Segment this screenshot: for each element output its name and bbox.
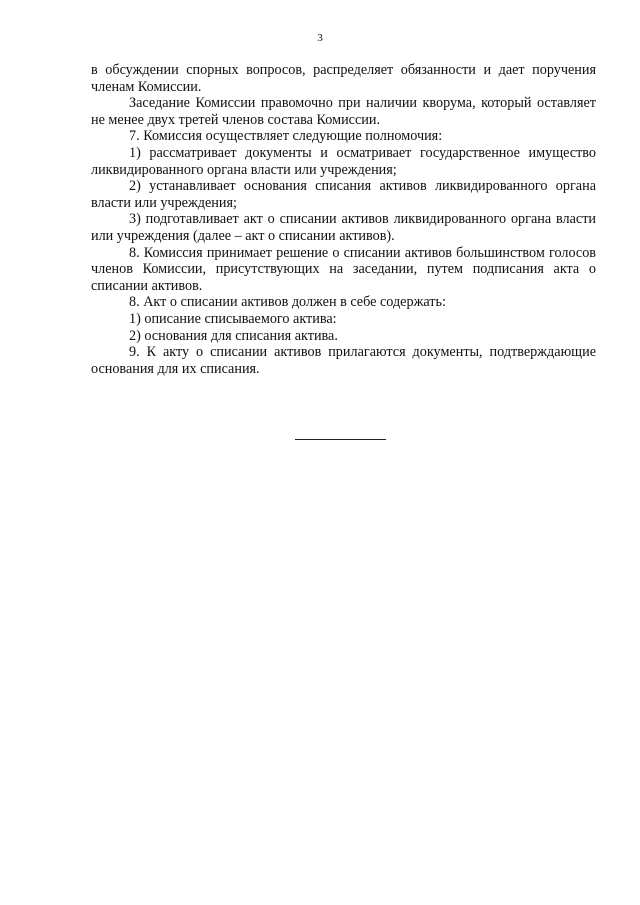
page-number: 3 bbox=[317, 32, 323, 44]
paragraph-item-8-2: 2) основания для списания актива. bbox=[129, 327, 338, 344]
paragraph-item-7-3: 3) подготавливает акт о списании активов ликвидированного органа власти или учреждения (далее – акт о списании активов). bbox=[91, 211, 596, 244]
paragraph-item-8-act: 8. Акт о списании активов должен в себе содержать: bbox=[129, 294, 446, 311]
paragraph-item-8-1: 1) описание списываемого актива: bbox=[129, 310, 337, 327]
end-separator-line bbox=[295, 439, 386, 440]
paragraph-item-9: 9. К акту о списании активов прилагаются документы, подтверждающие основания для их списания. bbox=[91, 344, 596, 377]
paragraph-continuation: в обсуждении спорных вопросов, распределяет обязанности и дает поручения членам Комиссии. bbox=[91, 62, 596, 95]
paragraph-item-7-2: 2) устанавливает основания списания активов ликвидированного органа власти или учреждения; bbox=[91, 178, 596, 211]
paragraph-item-7: 7. Комиссия осуществляет следующие полномочия: bbox=[129, 128, 443, 145]
document-body bbox=[91, 62, 596, 377]
paragraph-item-7-1: 1) рассматривает документы и осматривает государственное имущество ликвидированного органа власти или учреждения; bbox=[91, 144, 596, 178]
paragraph-item-8-decision: 8. Комиссия принимает решение о списании активов большинством голосов членов Комиссии, присутствующих на заседании, путем подписания акта о списании активов. bbox=[91, 244, 596, 294]
paragraph-quorum: Заседание Комиссии правомочно при наличии кворума, который оставляет не менее двух третей членов состава Комиссии. bbox=[91, 95, 596, 128]
